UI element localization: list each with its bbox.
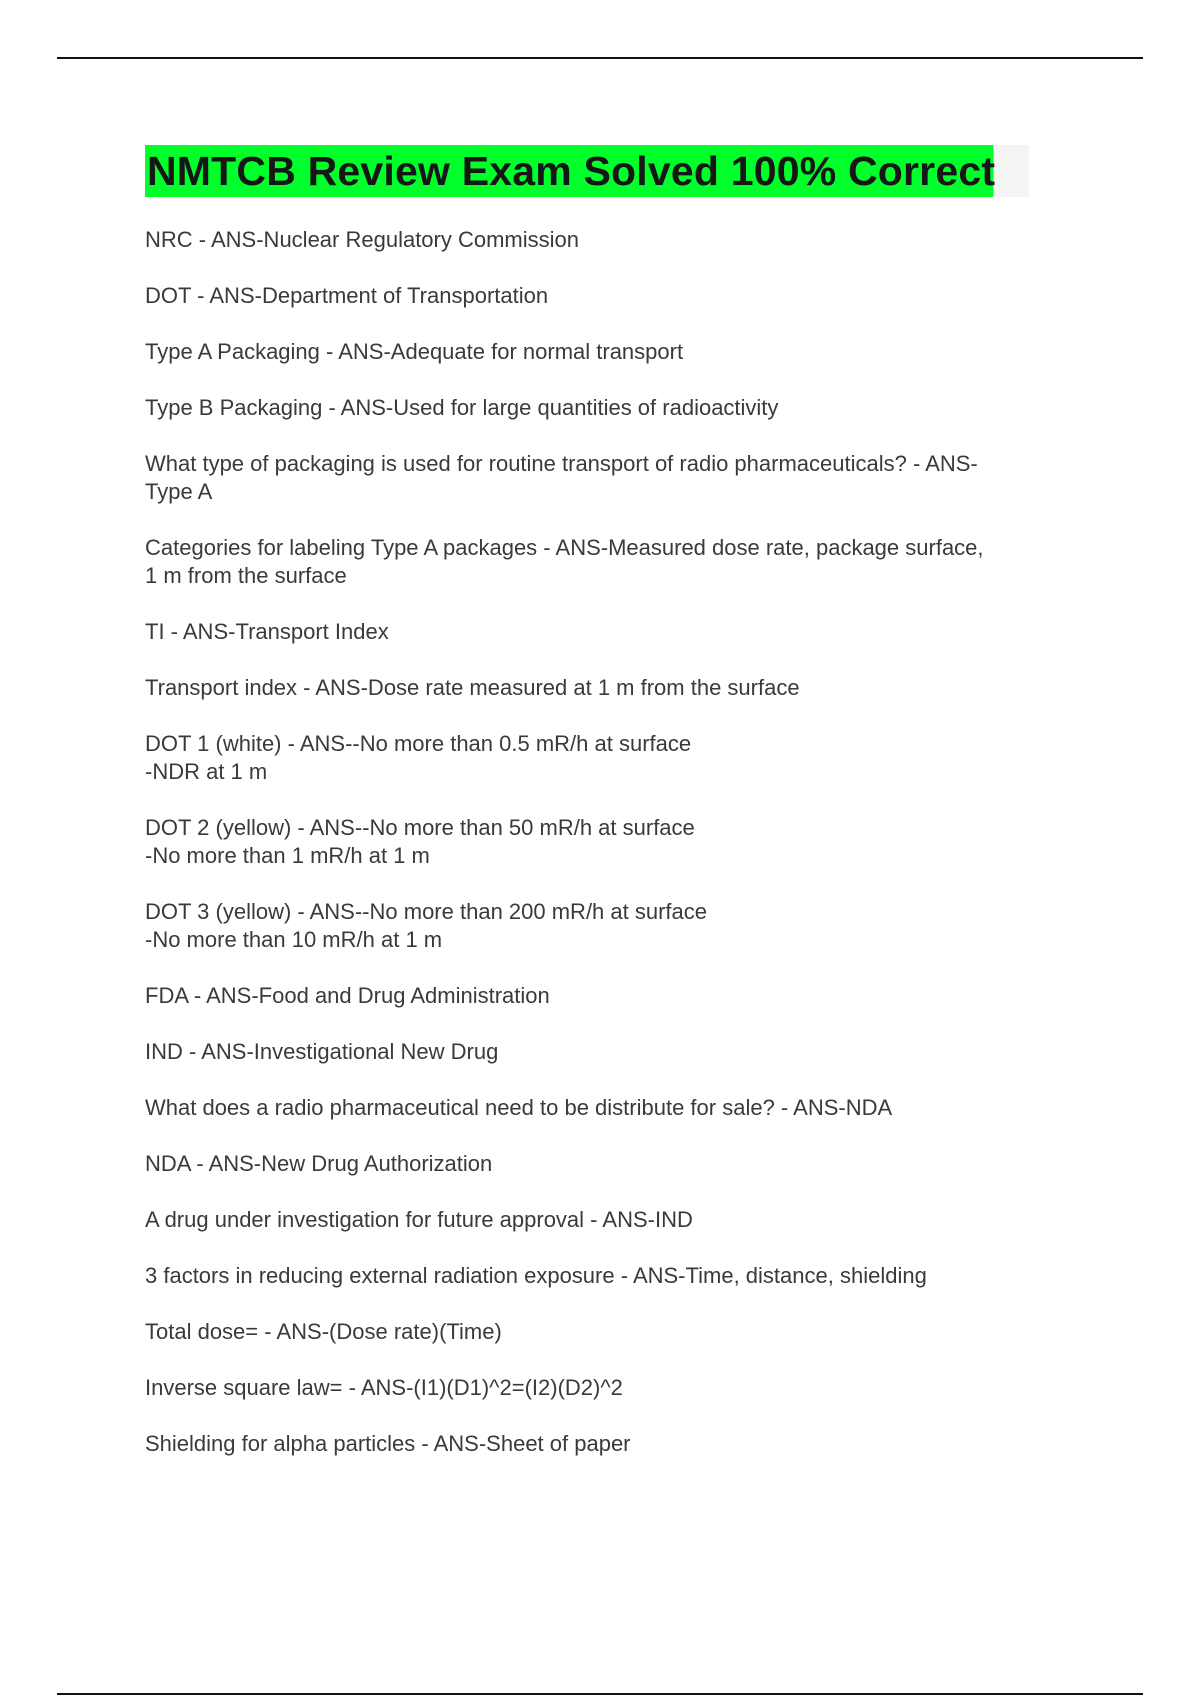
qa-item: TI - ANS-Transport Index — [145, 619, 389, 644]
qa-item: Inverse square law= - ANS-(I1)(D1)^2=(I2)(D2)^2 — [145, 1375, 623, 1400]
qa-item: 3 factors in reducing external radiation exposure - ANS-Time, distance, shielding — [145, 1263, 927, 1288]
qa-item: NDA - ANS-New Drug Authorization — [145, 1151, 493, 1176]
qa-item: IND - ANS-Investigational New Drug — [145, 1039, 499, 1064]
qa-item: Type B Packaging - ANS-Used for large quantities of radioactivity — [145, 395, 779, 420]
qa-item: FDA - ANS-Food and Drug Administration — [145, 983, 550, 1008]
document-title: NMTCB Review Exam Solved 100% Correct — [147, 148, 996, 194]
qa-item: DOT 1 (white) - ANS--No more than 0.5 mR/h at surface -NDR at 1 m — [145, 731, 692, 784]
qa-item: DOT 2 (yellow) - ANS--No more than 50 mR/h at surface -No more than 1 mR/h at 1 m — [145, 815, 695, 868]
qa-item: NRC - ANS-Nuclear Regulatory Commission — [145, 227, 580, 252]
qa-item: A drug under investigation for future approval - ANS-IND — [145, 1207, 693, 1232]
qa-list — [145, 226, 1090, 1458]
qa-item: DOT - ANS-Department of Transportation — [145, 283, 549, 308]
qa-item: What type of packaging is used for routine transport of radio pharmaceuticals? - ANS- Type A — [145, 451, 978, 504]
bottom-rule — [57, 1693, 1143, 1695]
qa-item: Categories for labeling Type A packages - ANS-Measured dose rate, package surface, 1 m from the surface — [145, 535, 984, 588]
qa-item: Type A Packaging - ANS-Adequate for normal transport — [145, 339, 684, 364]
qa-item: What does a radio pharmaceutical need to be distribute for sale? - ANS-NDA — [145, 1095, 893, 1120]
qa-item: Transport index - ANS-Dose rate measured at 1 m from the surface — [145, 675, 800, 700]
top-rule — [57, 57, 1143, 59]
qa-item: Shielding for alpha particles - ANS-Sheet of paper — [145, 1431, 631, 1456]
title-highlight — [145, 145, 1029, 197]
qa-item: Total dose= - ANS-(Dose rate)(Time) — [145, 1319, 502, 1344]
qa-item: DOT 3 (yellow) - ANS--No more than 200 mR/h at surface -No more than 10 mR/h at 1 m — [145, 899, 708, 952]
document-body — [145, 145, 1090, 1486]
